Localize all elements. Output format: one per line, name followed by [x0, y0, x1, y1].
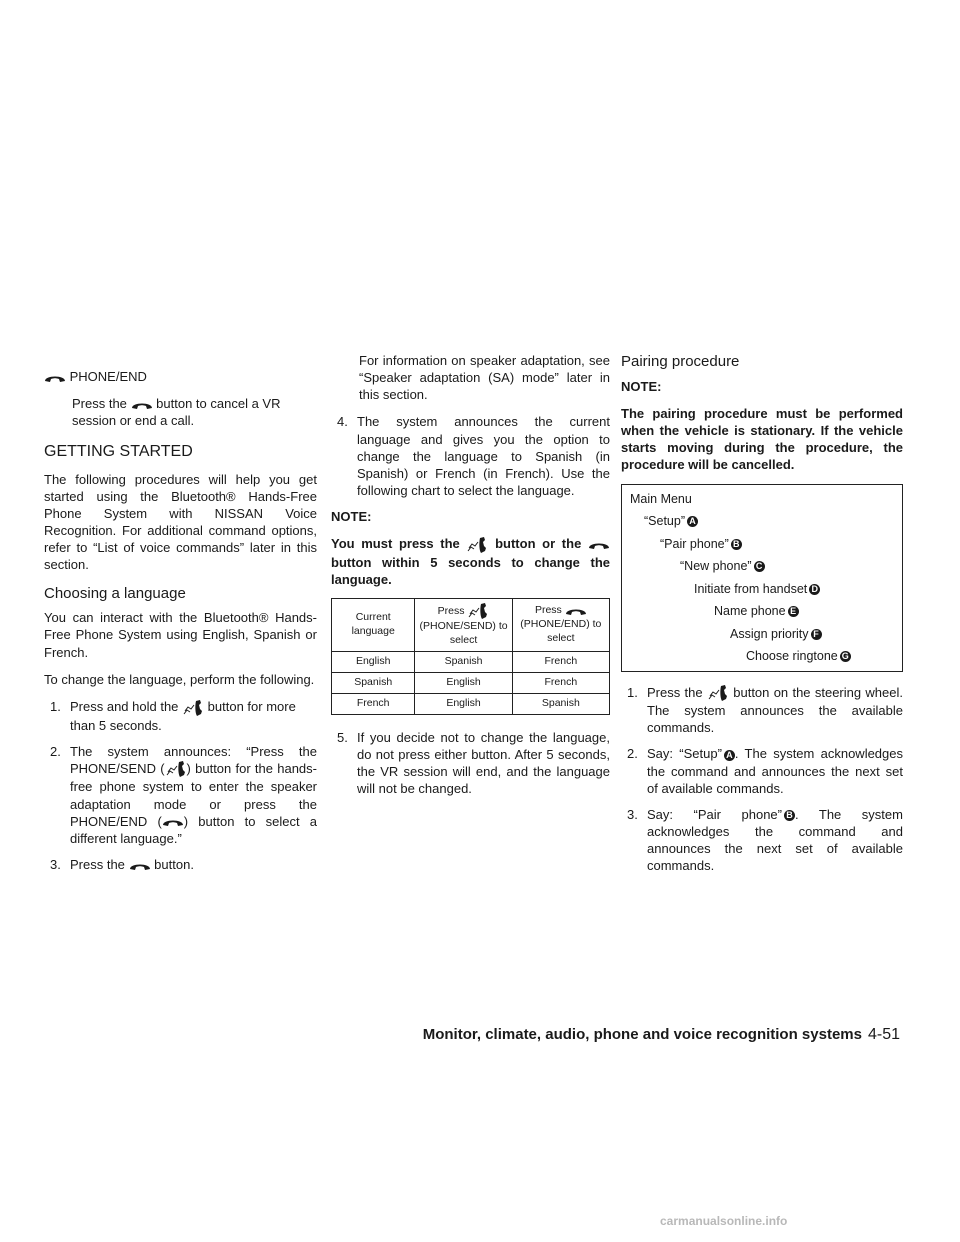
- getting-started-heading: GETTING STARTED: [44, 443, 193, 461]
- menu-item: Choose ringtone G: [746, 649, 849, 664]
- marker-badge: A: [687, 516, 698, 527]
- phone-send-icon: [182, 699, 204, 717]
- header-phone-send: Press (PHONE/SEND) to select: [415, 599, 512, 652]
- note-label: NOTE:: [621, 378, 662, 394]
- pairing-steps: [621, 684, 903, 875]
- list-item: 3. Press the button.: [50, 857, 194, 872]
- marker-badge: D: [809, 584, 820, 595]
- phone-end-icon: [565, 606, 587, 616]
- marker-badge: E: [788, 606, 799, 617]
- getting-started-text: The following procedures will help you get started using the Bluetooth® Hands-Free Phone System with NISSAN Voice Recognition. For additional command options, refer to “List of voice commands” later in this section.: [44, 471, 317, 573]
- table-row: French English Spanish: [332, 693, 610, 714]
- list-item: 1. Press and hold the button for more than 5 seconds.: [50, 698, 296, 733]
- phone-end-item: [44, 368, 317, 385]
- phone-end-icon: [44, 373, 66, 383]
- page-number: 4-51: [867, 1026, 900, 1043]
- column-middle: [331, 352, 610, 806]
- phone-send-icon: [466, 536, 488, 554]
- change-language-intro: To change the language, perform the following.: [44, 671, 315, 687]
- list-item: 5. If you decide not to change the language, do not press either button. After 5 seconds, the VR session will end, and the language will not be changed.: [337, 729, 610, 797]
- language-steps-final: [331, 729, 610, 798]
- list-item: 3. Say: “Pair phone” B . The system acknowledges the command and announces the next set of available commands.: [627, 806, 903, 874]
- list-item: 2. The system announces: “Press the PHONE/SEND ( ) button for the hands-free phone system to enter the speaker adaptation mode or press the PHONE/END ( ) button to select a different language.”: [50, 743, 317, 846]
- menu-item: Main Menu: [630, 491, 692, 506]
- phone-send-icon: [707, 684, 729, 702]
- menu-item: Name phone E: [630, 603, 894, 620]
- phone-end-description: Press the button to cancel a VR session or end a call.: [72, 396, 281, 429]
- list-item: 2. Say: “Setup” A . The system acknowledges the command and announces the next set of available commands.: [627, 746, 903, 796]
- menu-item: “Pair phone” B: [630, 536, 894, 553]
- pairing-note-text: The pairing procedure must be performed when the vehicle is stationary. If the vehicle starts moving during the procedure, the procedure will be cancelled.: [621, 405, 903, 473]
- phone-send-icon: [165, 760, 187, 778]
- language-steps: [44, 698, 317, 873]
- table-row: Spanish English French: [332, 672, 610, 693]
- table-header: [332, 599, 610, 652]
- marker-badge: F: [811, 629, 822, 640]
- column-left: [44, 368, 317, 882]
- menu-item: “New phone” C: [630, 558, 894, 575]
- phone-end-icon: [588, 540, 610, 550]
- header-current-language: Current language: [332, 599, 415, 652]
- marker-badge: A: [724, 750, 735, 761]
- language-steps-cont: [331, 413, 610, 499]
- choosing-language-text: You can interact with the Bluetooth® Hands-Free Phone System using English, Spanish or French.: [44, 610, 317, 660]
- note-text: You must press the button or the button within 5 seconds to change the language.: [331, 536, 610, 588]
- list-item: 1. Press the button on the steering wheel. The system announces the available commands.: [627, 684, 903, 736]
- menu-item: “Setup” A: [630, 513, 894, 530]
- menu-tree: [621, 484, 903, 672]
- menu-item: Initiate from handset D: [630, 581, 894, 598]
- language-table: [331, 598, 610, 714]
- pairing-heading: Pairing procedure: [621, 353, 740, 370]
- watermark: carmanualsonline.info: [660, 1214, 788, 1228]
- phone-end-icon: [129, 861, 151, 871]
- phone-send-icon: [467, 602, 489, 620]
- phone-end-icon: [162, 817, 184, 827]
- phone-end-icon: [131, 400, 153, 410]
- marker-badge: B: [784, 810, 795, 821]
- header-phone-end: Press (PHONE/END) to select: [512, 599, 609, 652]
- table-row: English Spanish French: [332, 652, 610, 673]
- note-label: NOTE:: [331, 509, 372, 525]
- list-item: 4. The system announces the current language and gives you the option to change the language to Spanish (in Spanish) or French (in French). Use the following chart to select the language.: [337, 414, 610, 499]
- marker-badge: B: [731, 539, 742, 550]
- marker-badge: C: [754, 561, 765, 572]
- choosing-language-heading: Choosing a language: [44, 584, 186, 602]
- column-right: [621, 352, 903, 884]
- menu-item: Assign priority F: [630, 626, 894, 643]
- phone-end-label: PHONE/END: [69, 369, 147, 384]
- section-title: Monitor, climate, audio, phone and voice recognition systems: [422, 1026, 862, 1043]
- marker-badge: G: [841, 651, 849, 662]
- speaker-adaptation-text: For information on speaker adaptation, see “Speaker adaptation (SA) mode” later in this section.: [359, 353, 610, 403]
- page-footer: [410, 1024, 900, 1045]
